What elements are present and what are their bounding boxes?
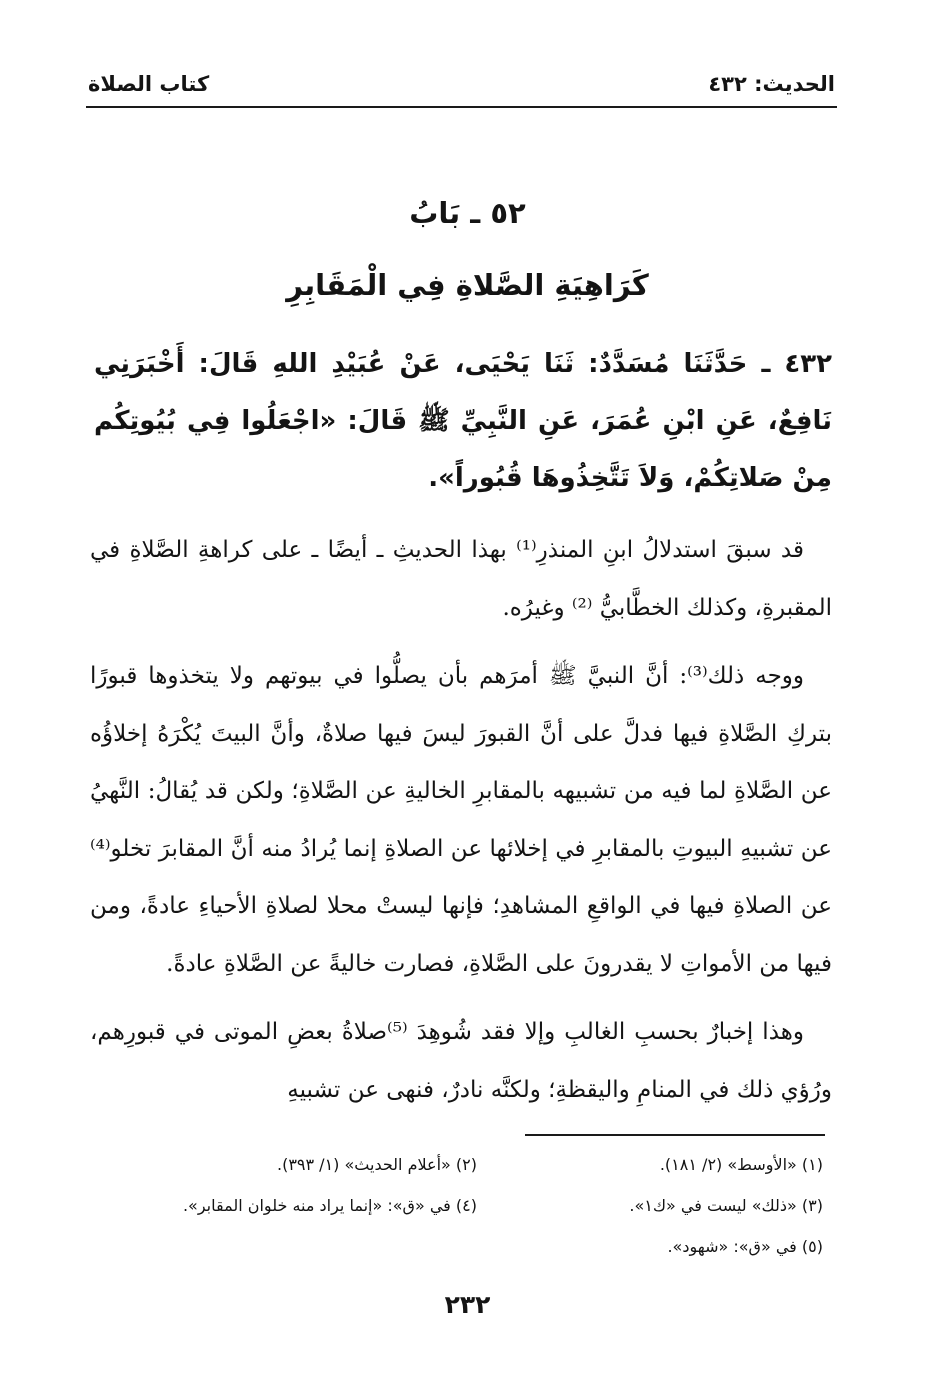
chapter-title: كَرَاهِيَةِ الصَّلاةِ فِي الْمَقَابِرِ [286,268,649,302]
hadith-text: ٤٣٢ ـ حَدَّثَنَا مُسَدَّدٌ: ثَنَا يَحْيَى، عَنْ عُبَيْدِ اللهِ قَالَ: أَخْبَرَنِي نَافِعٌ، عَنِ ابْنِ عُمَرَ، عَنِ النَّبِيِّ ﷺ قَالَ: «اجْعَلُوا فِي بُيُوتِكُم مِنْ صَلاتِكُمْ، وَلاَ تَتَّخِذُوهَا قُبُوراً». [94,349,832,493]
running-header-book-title: كتاب الصلاة [88,72,210,96]
footnote-1: (١) «الأوسط» (٢/ ١٨١). [659,1155,823,1174]
footnote-2: (٢) «أعلام الحديث» (١/ ٣٩٣). [276,1155,477,1174]
commentary-paragraph: وهذا إخبارٌ بحسبِ الغالبِ وإلا فقد شُوهِدَ ⁽⁵⁾صلاةُ بعضِ الموتى في قبورِهم، ورُؤي ذلك في المنامِ واليقظةِ؛ ولكنَّه نادرٌ، فنهى عن تشبيهِ [90,1019,832,1103]
footnote-divider [525,1134,825,1136]
commentary-paragraph: قد سبقَ استدلالُ ابنِ المنذرِ⁽¹⁾ بهذا الحديثِ ـ أيضًا ـ على كراهةِ الصَّلاةِ في المقبرةِ، وكذلك الخطَّابيُّ ⁽²⁾ وغيرُه. [90,537,832,621]
footnote-5: (٥) في «ق»: «شهود». [667,1237,823,1256]
page-number: ٢٣٢ [444,1290,491,1319]
running-header-hadith-number: الحديث: ٤٣٢ [708,72,835,96]
chapter-number: ٥٢ ـ بَابُ [409,196,526,230]
footnote-4: (٤) في «ق»: «إنما يراد منه خلوان المقابر». [182,1196,477,1215]
header-divider [86,106,837,108]
commentary [90,522,832,1130]
commentary-paragraph: ووجه ذلك⁽³⁾: أنَّ النبيَّ ﷺ أمرَهم بأن يصلُّوا في بيوتهم ولا يتخذوها قبورًا بتركِ الصَّلاةِ فيها فدلَّ على أنَّ القبورَ ليسَ فيها صلاةٌ، وأنَّ البيتَ يُكْرَهُ إخلاؤُه عن الصَّلاةِ لما فيه من تشبيهه بالمقابرِ الخاليةِ عن الصَّلاةِ؛ ولكن قد يُقالُ: النَّهيُ عن تشبيهِ البيوتِ بالمقابرِ في إخلائها عن الصلاةِ إنما يُرادُ منه أنَّ المقابرَ تخلو⁽⁴⁾ عن الصلاةِ فيها في الواقعِ المشاهدِ؛ فإنها ليستْ محلا لصلاةِ الأحياءِ عادةً، ومن فيها من الأمواتِ لا يقدرونَ على الصَّلاةِ، فصارت خاليةً عن الصَّلاةِ عادةً. [90,663,832,977]
footnote-3: (٣) «ذلك» ليست في «ك١». [629,1196,823,1215]
